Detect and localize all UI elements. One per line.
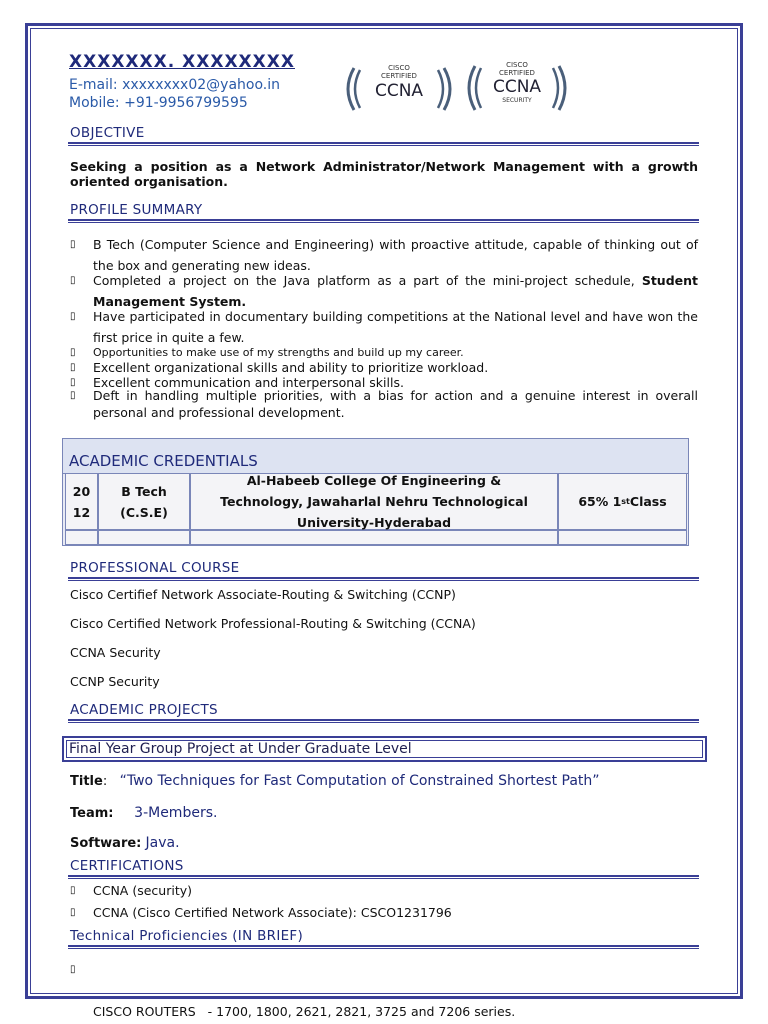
profile-summary-rule <box>68 219 699 223</box>
course-item: Cisco Certifief Network Associate-Routing & Switching (CCNP) <box>70 587 456 602</box>
list-item: ▯ Have participated in documentary building competitions at the National level and have won the first price in quite a few. <box>70 306 698 346</box>
logo2-sub-text: SECURITY <box>502 97 532 104</box>
list-item: ▯ Completed a project on the Java platform as a part of the mini-project schedule, Student Management System. <box>70 270 698 310</box>
academic-credentials-header <box>63 439 688 474</box>
list-item: ▯ B Tech (Computer Science and Engineering) with proactive attitude, capable of thinking out of the box and generating new ideas. <box>70 234 698 274</box>
bullet-icon: ▯ <box>70 347 76 358</box>
list-item: ▯ Opportunities to make use of my strengths and build up my career. <box>70 346 464 359</box>
year-cell: 20 12 <box>65 473 98 530</box>
project-box-title: Final Year Group Project at Under Graduate Level <box>69 741 412 757</box>
mobile-label: Mobile: <box>69 95 125 111</box>
project-software-line <box>70 835 180 851</box>
course-item: CCNA Security <box>70 645 161 660</box>
project-name-bold: Student Management System. <box>93 273 698 309</box>
logo2-main-text: CCNA <box>492 77 542 97</box>
bullet-icon: ▯ <box>70 907 76 918</box>
course-item: CCNP Security <box>70 674 160 689</box>
technical-proficiencies-rule <box>68 945 699 949</box>
team-value: 3-Members. <box>134 805 218 821</box>
bullet-icon: ▯ <box>70 239 76 250</box>
logo2-mid-text: CERTIFIED <box>499 69 535 77</box>
project-title-line: Title: “Two Techniques for Fast Computation of Constrained Shortest Path” <box>70 773 600 789</box>
professional-course-title: PROFESSIONAL COURSE <box>70 560 240 576</box>
software-value: Java. <box>145 835 180 851</box>
candidate-name: XXXXXXX. XXXXXXXX <box>69 52 295 72</box>
empty-cell <box>558 530 687 545</box>
academic-projects-rule <box>68 719 699 723</box>
academic-credentials-title: ACADEMIC CREDENTIALS <box>69 452 258 470</box>
objective-rule <box>68 142 699 146</box>
ccna-logo <box>340 58 458 120</box>
professional-course-rule <box>68 577 699 581</box>
title-label: Title <box>70 774 103 789</box>
institution-cell: Al-Habeeb College Of Engineering & Technology, Jawaharlal Nehru Technological University-Hyderabad <box>190 473 558 530</box>
email-label: E-mail: <box>69 77 123 93</box>
objective-text: Seeking a position as a Network Administrator/Network Management with a growth oriented organisation. <box>70 159 698 189</box>
list-item: ▯ Excellent communication and interpersonal skills. <box>70 375 404 390</box>
bullet-icon: ▯ <box>70 275 76 286</box>
empty-cell <box>190 530 558 545</box>
logo2-top-text: CISCO <box>506 61 528 69</box>
academic-credentials-table <box>62 438 689 546</box>
list-item: ▯ CISCO ROUTERS - 1700, 1800, 2621, 2821, 3725 and 7206 series. <box>70 959 698 980</box>
technical-proficiencies-title: Technical Proficiencies (IN BRIEF) <box>70 928 304 944</box>
objective-title: OBJECTIVE <box>70 125 145 141</box>
list-item: ▯ Deft in handling multiple priorities, with a bias for action and a genuine interest in overall personal and professional development. <box>70 388 698 420</box>
certifications-title: CERTIFICATIONS <box>70 858 184 874</box>
list-item: ▯ CCNA (Cisco Certified Network Associate): CSCO1231796 <box>70 902 698 923</box>
logo-main-text: CCNA <box>374 81 424 101</box>
bullet-icon: ▯ <box>70 885 76 896</box>
bullet-icon: ▯ <box>70 377 76 388</box>
profile-summary-title: PROFILE SUMMARY <box>70 202 203 218</box>
project-box <box>62 736 707 762</box>
bullet-icon: ▯ <box>70 311 76 322</box>
bullet-icon: ▯ <box>70 390 76 401</box>
list-item: ▯ CCNA (security) <box>70 880 698 901</box>
bullet-icon: ▯ <box>70 964 76 975</box>
certifications-rule <box>68 875 699 879</box>
mobile-line <box>69 95 248 111</box>
logo-top-text: CISCO <box>388 64 410 72</box>
result-cell: 65% 1 st Class <box>558 473 687 530</box>
empty-cell <box>98 530 190 545</box>
degree-cell: B Tech (C.S.E) <box>98 473 190 530</box>
project-team-line <box>70 805 217 821</box>
software-label: Software: <box>70 836 142 851</box>
academic-projects-title: ACADEMIC PROJECTS <box>70 702 218 718</box>
mobile-value: +91-9956799595 <box>124 95 248 111</box>
email-value[interactable]: xxxxxxxx02@yahoo.in <box>122 77 280 93</box>
course-item: Cisco Certified Network Professional-Routing & Switching (CCNA) <box>70 616 476 631</box>
title-value: “Two Techniques for Fast Computation of Constrained Shortest Path” <box>119 773 600 789</box>
logo-mid-text: CERTIFIED <box>381 72 417 80</box>
ccna-security-logo <box>462 58 572 120</box>
list-item: ▯ Excellent organizational skills and ability to prioritize workload. <box>70 360 489 375</box>
team-label: Team: <box>70 806 114 821</box>
empty-cell <box>65 530 98 545</box>
bullet-icon: ▯ <box>70 362 76 373</box>
email-line <box>69 77 280 93</box>
